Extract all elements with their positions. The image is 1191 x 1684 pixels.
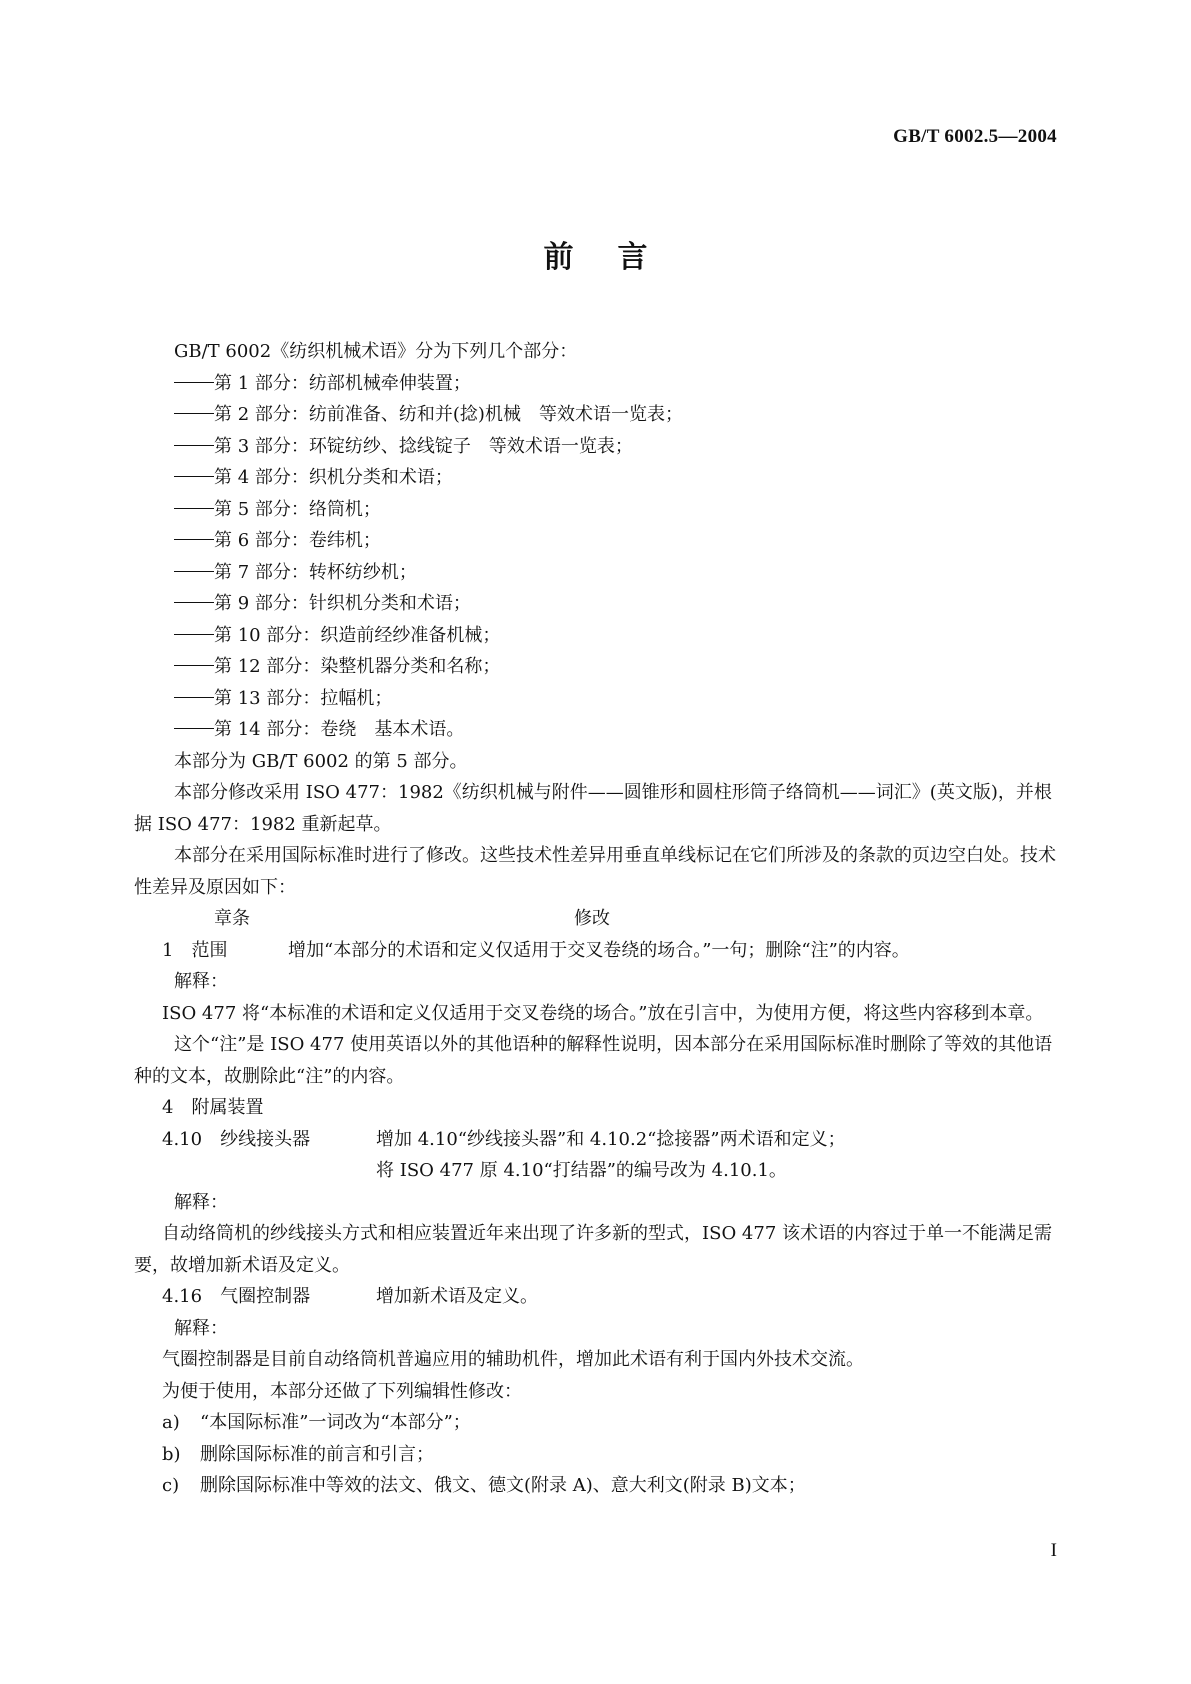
table-row	[134, 1281, 1058, 1313]
column-header-change: 修改	[574, 908, 610, 929]
foreword-body	[134, 336, 1058, 1502]
dash-mark	[174, 382, 214, 383]
dash-mark	[174, 413, 214, 414]
list-item: 第 13 部分：拉幅机；	[134, 683, 1058, 715]
dash-mark	[174, 445, 214, 446]
table-row	[134, 1092, 1058, 1124]
table-row-continuation	[134, 1155, 1058, 1187]
dash-mark	[174, 728, 214, 729]
modification-paragraph: 本部分在采用国际标准时进行了修改。这些技术性差异用垂直单线标记在它们所涉及的条款的页边空白处。技术性差异及原因如下：	[134, 845, 1056, 898]
clause-cell: 4 附属装置	[162, 1097, 264, 1118]
list-item: 第 7 部分：转杯纺纱机；	[134, 557, 1058, 589]
clause-cell: 4.16 气圈控制器	[162, 1286, 311, 1307]
dash-mark	[174, 697, 214, 698]
editorial-item	[134, 1407, 1058, 1439]
list-item: 第 14 部分：卷绕 基本术语。	[134, 714, 1058, 746]
dash-mark	[174, 634, 214, 635]
change-cell: 增加 4.10“纱线接头器”和 4.10.2“捻接器”两术语和定义；	[376, 1128, 846, 1150]
explanation-paragraph: 这个“注”是 ISO 477 使用英语以外的其他语种的解释性说明，因本部分在采用国际标准时删除了等效的其他语种的文本，故删除此“注”的内容。	[134, 1034, 1053, 1087]
editorial-text: 删除国际标准的前言和引言；	[200, 1443, 434, 1465]
dash-mark	[174, 571, 214, 572]
dash-mark	[174, 602, 214, 603]
standard-code: GB/T 6002.5—2004	[893, 126, 1057, 147]
this-part-paragraph: 本部分为 GB/T 6002 的第 5 部分。	[174, 750, 468, 772]
list-item: 第 9 部分：针织机分类和术语；	[134, 588, 1058, 620]
editorial-label: b)	[162, 1443, 181, 1465]
list-item: 第 1 部分：纺部机械牵伸装置；	[134, 368, 1058, 400]
explanation-label: 解释：	[174, 1191, 228, 1213]
intro-paragraph: GB/T 6002《纺织机械术语》分为下列几个部分：	[174, 341, 578, 362]
list-item: 第 2 部分：纺前准备、纺和并(捻)机械 等效术语一览表；	[134, 399, 1058, 431]
change-cell: 增加新术语及定义。	[376, 1286, 538, 1307]
parts-list	[134, 368, 1058, 746]
list-item: 第 4 部分：织机分类和术语；	[134, 462, 1058, 494]
dash-mark	[174, 539, 214, 540]
dash-mark	[174, 665, 214, 666]
table-header	[134, 903, 1058, 935]
editorial-label: c)	[162, 1475, 180, 1496]
explanation-label: 解释：	[174, 971, 228, 992]
column-header-clause: 章条	[214, 908, 250, 929]
editorial-label: a)	[162, 1412, 180, 1433]
list-item: 第 6 部分：卷纬机；	[134, 525, 1058, 557]
explanation-paragraph: ISO 477 将“本标准的术语和定义仅适用于交叉卷绕的场合。”放在引言中，为使用方便，将这些内容移到本章。	[162, 1002, 1044, 1024]
page-number: I	[1050, 1540, 1057, 1561]
change-cell: 将 ISO 477 原 4.10“打结器”的编号改为 4.10.1。	[376, 1160, 787, 1181]
explanation-label: 解释：	[174, 1317, 228, 1339]
explanation-paragraph: 气圈控制器是目前自动络筒机普遍应用的辅助机件，增加此术语有利于国内外技术交流。	[162, 1349, 864, 1370]
editorial-item	[134, 1470, 1058, 1502]
list-item: 第 5 部分：络筒机；	[134, 494, 1058, 526]
clause-cell: 1 范围	[162, 939, 228, 961]
editorial-text: 删除国际标准中等效的法文、俄文、德文(附录 A)、意大利文(附录 B)文本；	[200, 1475, 806, 1496]
list-item: 第 3 部分：环锭纺纱、捻线锭子 等效术语一览表；	[134, 431, 1058, 463]
dash-mark	[174, 508, 214, 509]
list-item: 第 10 部分：织造前经纱准备机械；	[134, 620, 1058, 652]
dash-mark	[174, 476, 214, 477]
change-cell: 增加“本部分的术语和定义仅适用于交叉卷绕的场合。”一句；删除“注”的内容。	[288, 939, 910, 961]
editorial-item	[134, 1439, 1058, 1471]
table-row	[134, 935, 1058, 967]
adoption-paragraph: 本部分修改采用 ISO 477：1982《纺织机械与附件——圆锥形和圆柱形筒子络筒机——词汇》(英文版)，并根据 ISO 477：1982 重新起草。	[134, 782, 1052, 835]
editorial-text: “本国际标准”一词改为“本部分”；	[200, 1412, 471, 1433]
editorial-intro: 为便于使用，本部分还做了下列编辑性修改：	[162, 1380, 522, 1402]
explanation-paragraph: 自动络筒机的纱线接头方式和相应装置近年来出现了许多新的型式，ISO 477 该术语的内容过于单一不能满足需要，故增加新术语及定义。	[134, 1223, 1052, 1276]
page-title: 前言	[543, 240, 692, 275]
list-item: 第 12 部分：染整机器分类和名称；	[134, 651, 1058, 683]
table-row	[134, 1124, 1058, 1156]
clause-cell: 4.10 纱线接头器	[162, 1128, 311, 1150]
